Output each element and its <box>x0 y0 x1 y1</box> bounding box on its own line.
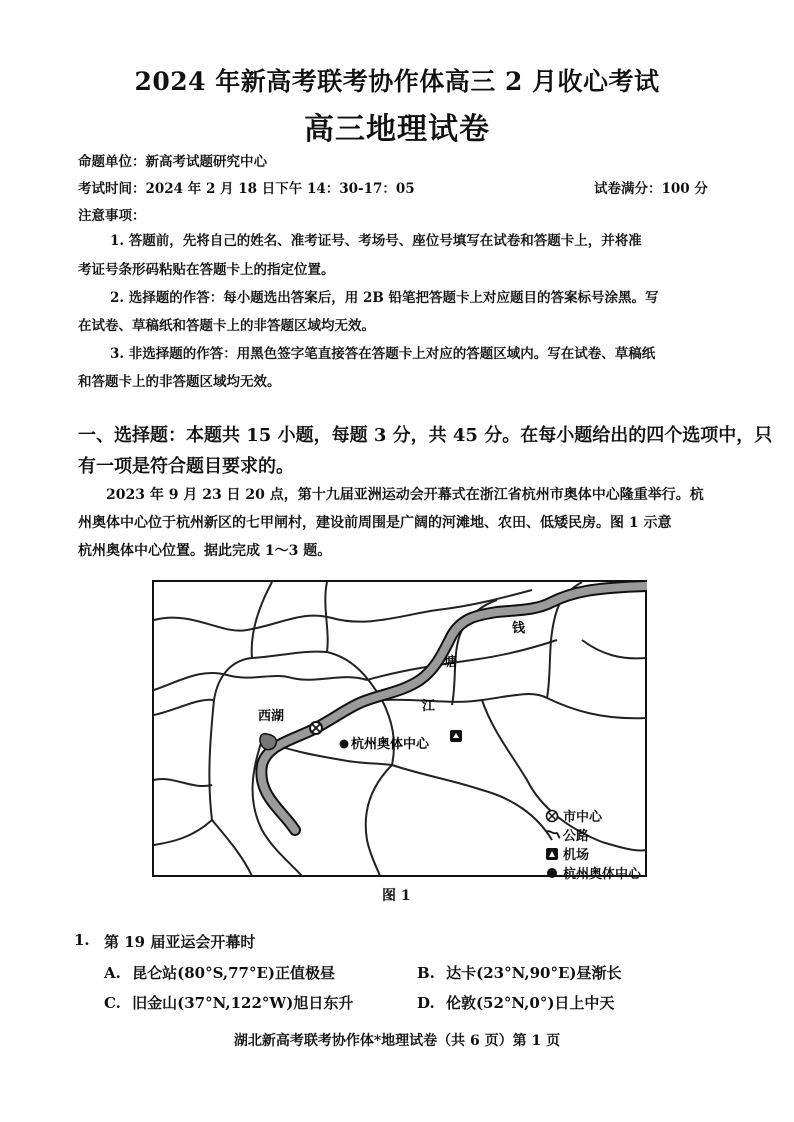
option-c <box>104 992 353 1013</box>
legend-label-city-center: 市中心 <box>563 810 603 825</box>
option-c-text: 旧金山(37°N,122°W)旭日东升 <box>132 994 354 1012</box>
legend-label-airport: 机场 <box>563 848 590 863</box>
option-a-text: 昆仑站(80°S,77°E)正值极昼 <box>132 964 336 982</box>
west-lake <box>260 734 276 750</box>
legend-label-olympic-center: 杭州奥体中心 <box>563 867 642 882</box>
river-char-3: 江 <box>422 699 436 714</box>
page-footer: 湖北新高考联考协作体*地理试卷（共 6 页）第 1 页 <box>233 1033 561 1049</box>
option-b-text: 达卡(23°N,90°E)昼渐长 <box>446 964 622 982</box>
legend-item-city-center <box>545 806 685 825</box>
road-icon <box>545 828 561 842</box>
author-unit: 命题单位：新高考试题研究中心 <box>78 154 267 170</box>
note-3-line-2: 和答题卡上的非答题区域均无效。 <box>78 374 281 390</box>
option-c-letter: C. <box>104 994 121 1012</box>
river-char-2: 塘 <box>444 655 458 670</box>
exam-time: 考试时间：2024 年 2 月 18 日下午 14：30-17：05 <box>78 181 415 197</box>
option-d-text: 伦敦(52°N,0°)日上中天 <box>445 994 615 1012</box>
legend-item-road <box>545 825 685 844</box>
olympic-center-dot <box>340 740 349 749</box>
airport-icon <box>545 847 559 861</box>
city-center-icon <box>545 809 559 823</box>
passage-line-3: 杭州奥体中心位置。据此完成 1～3 题。 <box>78 543 332 559</box>
passage-line-2: 州奥体中心位于杭州新区的七甲闸村，建设前周围是广阔的河滩地、农田、低矮民房。图 1 示意 <box>78 515 672 531</box>
option-b-letter: B. <box>417 964 435 982</box>
option-d <box>417 992 614 1013</box>
airport-symbol <box>450 730 462 742</box>
note-1-line-2: 考证号条形码粘贴在答题卡上的指定位置。 <box>78 262 335 278</box>
city-center-symbol <box>310 722 322 734</box>
full-score: 试卷满分：100 分 <box>594 181 708 197</box>
legend-item-airport <box>545 844 685 863</box>
exam-title: 2024 年新高考联考协作体高三 2 月收心考试 <box>134 67 660 96</box>
passage-line-1: 2023 年 9 月 23 日 20 点，第十九届亚洲运动会开幕式在浙江省杭州市奥体中心隆重举行。杭 <box>106 487 704 503</box>
note-2-line-1: 2. 选择题的作答：每小题选出答案后，用 2B 铅笔把答题卡上对应题目的答案标号涂黑。写 <box>110 290 659 306</box>
olympic-center-label: 杭州奥体中心 <box>351 737 430 752</box>
section-heading-line-2: 有一项是符合题目要求的。 <box>78 456 294 477</box>
olympic-center-icon <box>545 866 559 880</box>
question-1-number: 1. <box>74 931 90 949</box>
option-b <box>417 962 622 983</box>
legend-item-olympic-center <box>545 863 685 882</box>
figure-caption: 图 1 <box>382 888 411 904</box>
section-heading-line-1: 一、选择题：本题共 15 小题，每题 3 分，共 45 分。在每小题给出的四个选项中，只 <box>78 425 773 446</box>
note-1-line-1: 1. 答题前，先将自己的姓名、准考证号、考场号、座位号填写在试卷和答题卡上，并将准 <box>110 233 642 249</box>
note-2-line-2: 在试卷、草稿纸和答题卡上的非答题区域均无效。 <box>78 318 375 334</box>
west-lake-label: 西湖 <box>258 709 285 724</box>
river-char-1: 钱 <box>512 621 526 636</box>
legend-label-road: 公路 <box>563 829 590 844</box>
paper-subtitle: 高三地理试卷 <box>304 112 490 147</box>
notes-heading: 注意事项： <box>78 208 146 224</box>
note-3-line-1: 3. 非选择题的作答：用黑色签字笔直接答在答题卡上对应的答题区域内。写在试卷、草稿纸 <box>110 346 656 362</box>
question-1-stem: 第 19 届亚运会开幕时 <box>104 933 256 951</box>
option-a-letter: A. <box>104 964 121 982</box>
map-legend <box>545 806 685 882</box>
option-d-letter: D. <box>417 994 435 1012</box>
option-a <box>104 962 335 983</box>
